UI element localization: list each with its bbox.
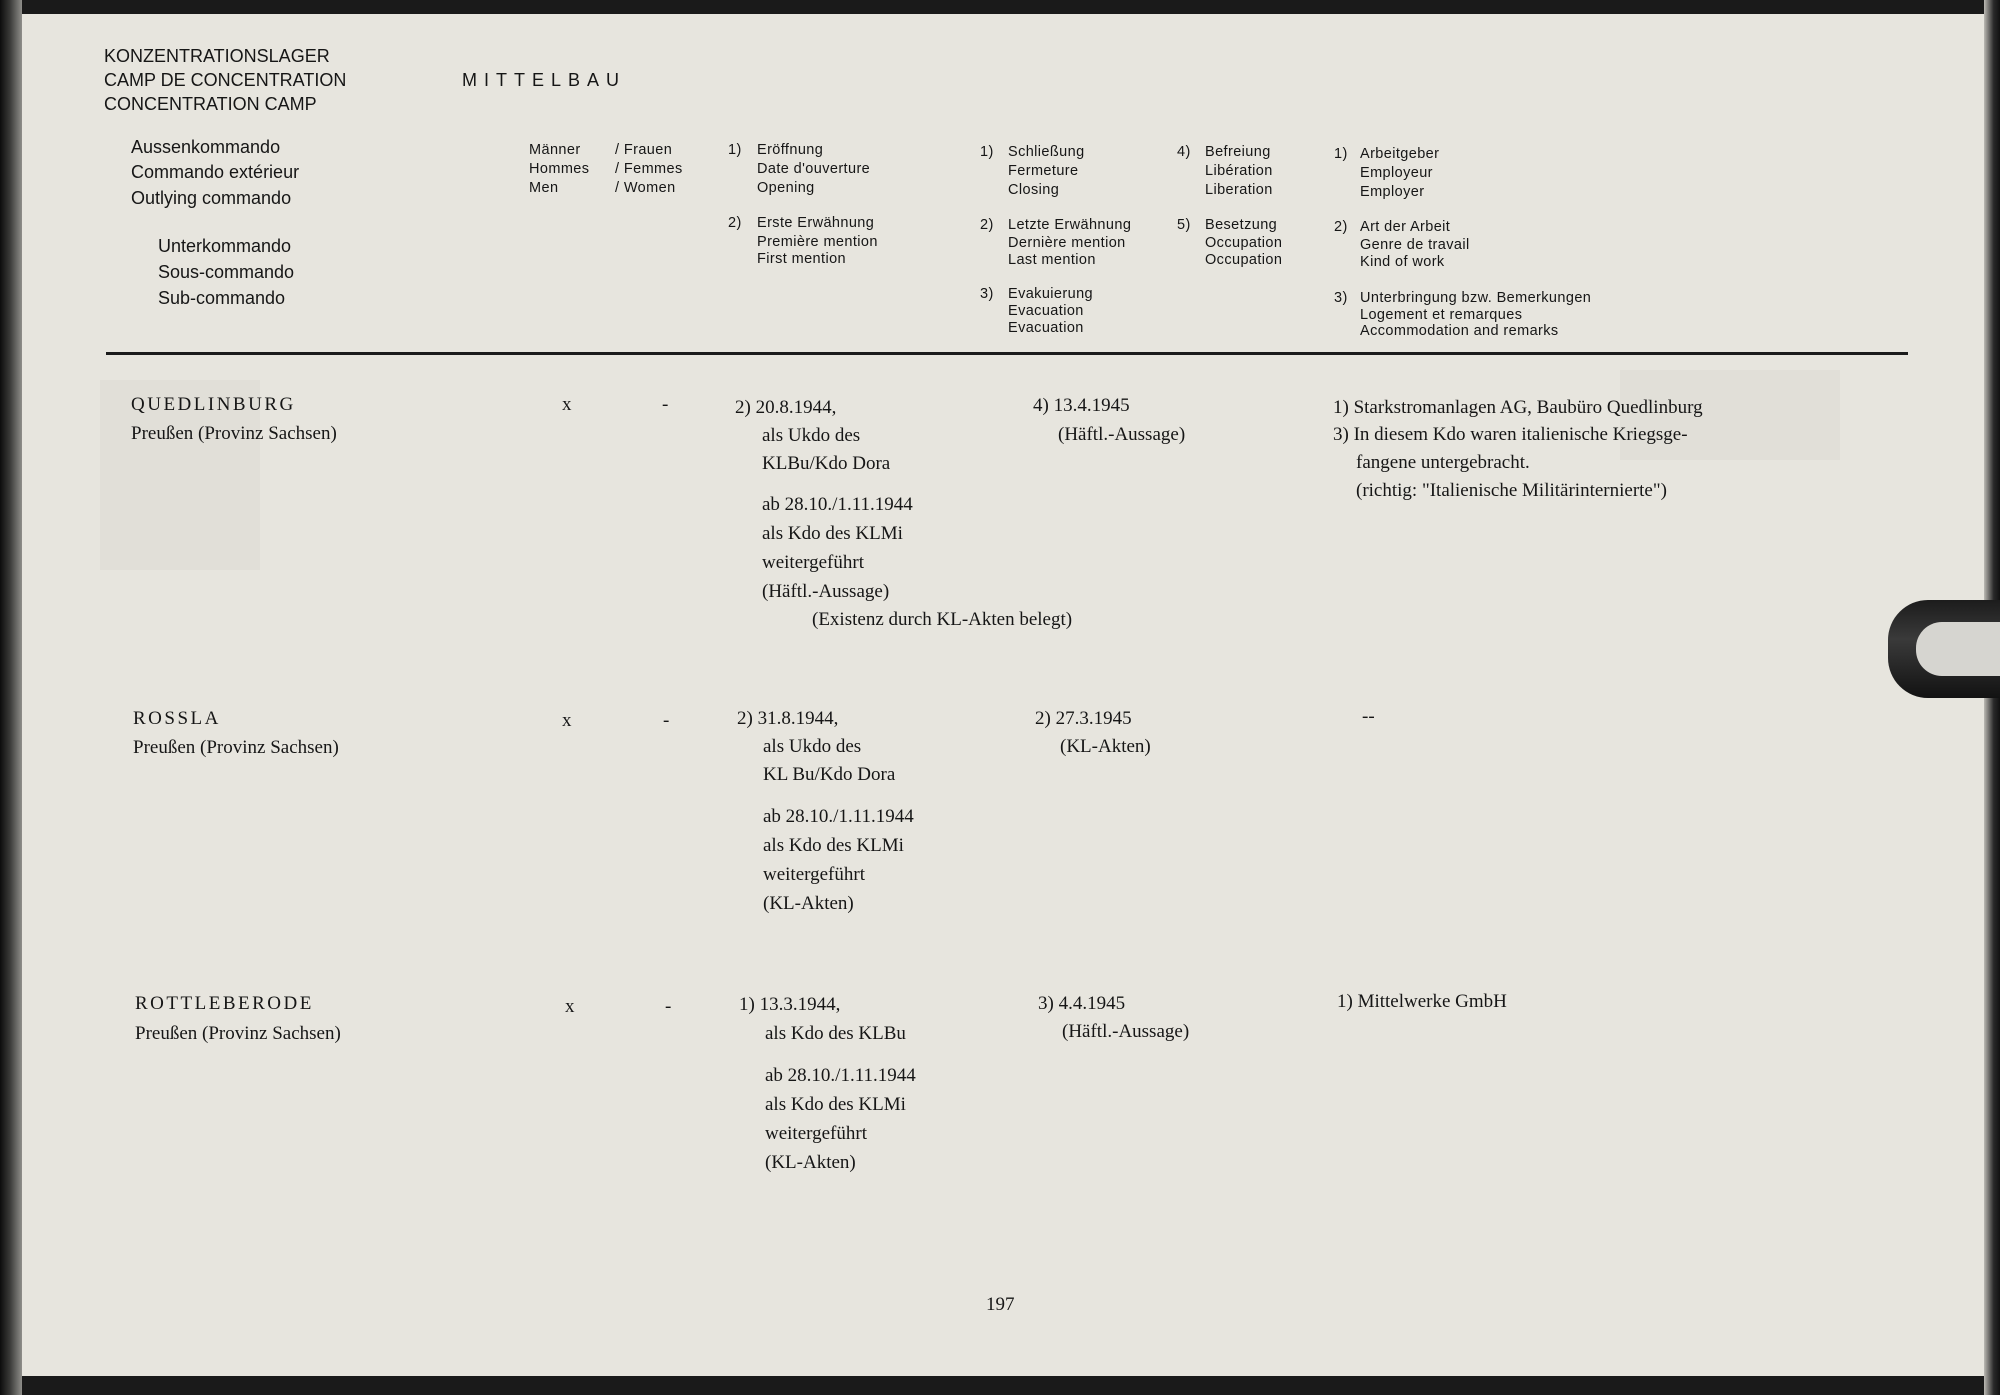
entry-closing-line: (Häftl.-Aussage) <box>1058 424 1186 445</box>
entry-name: QUEDLINBURG <box>131 394 296 415</box>
entry-remarks-line: (richtig: "Italienische Militärinternierte") <box>1356 480 1667 501</box>
legend-employer-num: 1) <box>1334 146 1348 162</box>
legend-last-mention-en: Last mention <box>1008 252 1096 268</box>
legend-work-de: Art der Arbeit <box>1360 219 1451 235</box>
entry-opening-line: (KL-Akten) <box>763 893 854 914</box>
legend-men-de: Männer <box>529 142 581 158</box>
entry-name: ROTTLEBERODE <box>135 993 314 1014</box>
legend-evacuation-en: Evacuation <box>1008 320 1084 336</box>
legend-outlying-fr: Commando extérieur <box>131 162 300 182</box>
entry-opening-line: als Kdo des KLBu <box>765 1023 906 1044</box>
legend-accommodation-en: Accommodation and remarks <box>1360 323 1559 339</box>
entry-opening-line: (KL-Akten) <box>765 1152 856 1173</box>
entry-opening-line: als Ukdo des <box>763 736 862 757</box>
legend-closing-num: 1) <box>980 144 994 160</box>
legend-men-en: Men <box>529 180 559 196</box>
legend-evacuation-fr: Evacuation <box>1008 303 1084 319</box>
legend-liberation-num: 4) <box>1177 144 1191 160</box>
entry-opening-line: ab 28.10./1.11.1944 <box>765 1065 916 1086</box>
legend-first-mention-en: First mention <box>757 251 846 267</box>
entry-men: x <box>562 394 572 415</box>
camp-name: MITTELBAU <box>462 70 627 90</box>
entry-opening-line: als Kdo des KLMi <box>763 835 904 856</box>
entry-remarks-line: -- <box>1362 706 1375 727</box>
entry-closing-line: (Häftl.-Aussage) <box>1062 1021 1190 1042</box>
entry-region: Preußen (Provinz Sachsen) <box>131 423 337 444</box>
legend-last-mention-fr: Dernière mention <box>1008 235 1126 251</box>
legend-first-mention-num: 2) <box>728 215 742 231</box>
entry-women: - <box>665 996 672 1017</box>
entry-closing-line: 4) 13.4.1945 <box>1033 395 1130 416</box>
legend-closing-en: Closing <box>1008 182 1060 198</box>
entry-name: ROSSLA <box>133 708 221 729</box>
legend-employer-de: Arbeitgeber <box>1360 146 1440 162</box>
legend-occupation-en: Occupation <box>1205 252 1283 268</box>
entry-opening-line: weitergeführt <box>765 1123 867 1144</box>
legend-occupation-fr: Occupation <box>1205 235 1283 251</box>
legend-accommodation-num: 3) <box>1334 290 1348 306</box>
entry-men: x <box>565 996 575 1017</box>
entry-closing-line: 3) 4.4.1945 <box>1038 993 1126 1014</box>
entry-opening-line: (Häftl.-Aussage) <box>762 581 890 602</box>
entry-opening-line: 2) 31.8.1944, <box>737 708 839 729</box>
document-page <box>22 14 1984 1376</box>
entry-women: - <box>663 710 670 731</box>
entry-closing-line: 2) 27.3.1945 <box>1035 708 1132 729</box>
legend-evacuation-num: 3) <box>980 286 994 302</box>
entry-opening-line: als Kdo des KLMi <box>762 523 903 544</box>
legend-opening-de: Eröffnung <box>757 142 824 158</box>
legend-employer-en: Employer <box>1360 184 1425 200</box>
entry-opening-line: weitergeführt <box>763 864 865 885</box>
entry-men: x <box>562 710 572 731</box>
legend-opening-fr: Date d'ouverture <box>757 161 871 177</box>
camp-label-fr: CAMP DE CONCENTRATION <box>104 70 347 90</box>
page-number: 197 <box>986 1294 1015 1315</box>
legend-liberation-en: Liberation <box>1205 182 1273 198</box>
entry-opening-line: ab 28.10./1.11.1944 <box>762 494 913 515</box>
legend-outlying-de: Aussenkommando <box>131 137 281 157</box>
entry-opening-line: als Ukdo des <box>762 425 861 446</box>
entry-opening-line: ab 28.10./1.11.1944 <box>763 806 914 827</box>
entry-region: Preußen (Provinz Sachsen) <box>133 737 339 758</box>
camp-label-en: CONCENTRATION CAMP <box>104 94 317 114</box>
legend-work-num: 2) <box>1334 219 1348 235</box>
entry-remarks-line: 1) Starkstromanlagen AG, Baubüro Quedlinburg <box>1333 397 1703 418</box>
legend-employer-fr: Employeur <box>1360 165 1433 181</box>
entry-closing-line: (KL-Akten) <box>1060 736 1151 757</box>
entry-opening-line: 2) 20.8.1944, <box>735 397 837 418</box>
entry-opening-line: KLBu/Kdo Dora <box>762 453 891 474</box>
entry-opening-line: weitergeführt <box>762 552 864 573</box>
legend-liberation-de: Befreiung <box>1205 144 1271 160</box>
legend-last-mention-de: Letzte Erwähnung <box>1008 217 1132 233</box>
camp-label-de: KONZENTRATIONSLAGER <box>104 46 330 66</box>
legend-closing-de: Schließung <box>1008 144 1085 160</box>
entry-remarks-line: fangene untergebracht. <box>1356 452 1530 473</box>
legend-work-en: Kind of work <box>1360 254 1445 270</box>
legend-liberation-fr: Libération <box>1205 163 1273 179</box>
entry-remarks-line: 1) Mittelwerke GmbH <box>1337 991 1507 1012</box>
header-divider <box>106 352 1908 355</box>
entry-opening-note: (Existenz durch KL-Akten belegt) <box>812 609 1073 630</box>
legend-work-fr: Genre de travail <box>1360 237 1470 253</box>
legend-accommodation-de: Unterbringung bzw. Bemerkungen <box>1360 290 1592 306</box>
legend-first-mention-de: Erste Erwähnung <box>757 215 875 231</box>
page-clip-inner <box>1916 622 2000 676</box>
entry-opening-line: 1) 13.3.1944, <box>739 994 841 1015</box>
entry-women: - <box>662 394 669 415</box>
legend-last-mention-num: 2) <box>980 217 994 233</box>
legend-women-en: / Women <box>615 180 676 196</box>
legend-evacuation-de: Evakuierung <box>1008 286 1094 302</box>
legend-occupation-de: Besetzung <box>1205 217 1278 233</box>
legend-women-fr: / Femmes <box>615 161 683 177</box>
legend-opening-num: 1) <box>728 142 742 158</box>
legend-women-de: / Frauen <box>615 142 673 158</box>
legend-occupation-num: 5) <box>1177 217 1191 233</box>
legend-sub-de: Unterkommando <box>158 236 292 256</box>
legend-men-fr: Hommes <box>529 161 590 177</box>
legend-sub-en: Sub-commando <box>158 288 286 308</box>
legend-opening-en: Opening <box>757 180 815 196</box>
legend-first-mention-fr: Première mention <box>757 234 878 250</box>
legend-accommodation-fr: Logement et remarques <box>1360 307 1523 323</box>
entry-region: Preußen (Provinz Sachsen) <box>135 1023 341 1044</box>
book-binding-shadow <box>0 0 22 1395</box>
legend-closing-fr: Fermeture <box>1008 163 1079 179</box>
legend-outlying-en: Outlying commando <box>131 188 292 208</box>
entry-opening-line: als Kdo des KLMi <box>765 1094 906 1115</box>
entry-opening-line: KL Bu/Kdo Dora <box>763 764 896 785</box>
legend-sub-fr: Sous-commando <box>158 262 295 282</box>
entry-remarks-line: 3) In diesem Kdo waren italienische Kriegsge- <box>1333 424 1688 445</box>
